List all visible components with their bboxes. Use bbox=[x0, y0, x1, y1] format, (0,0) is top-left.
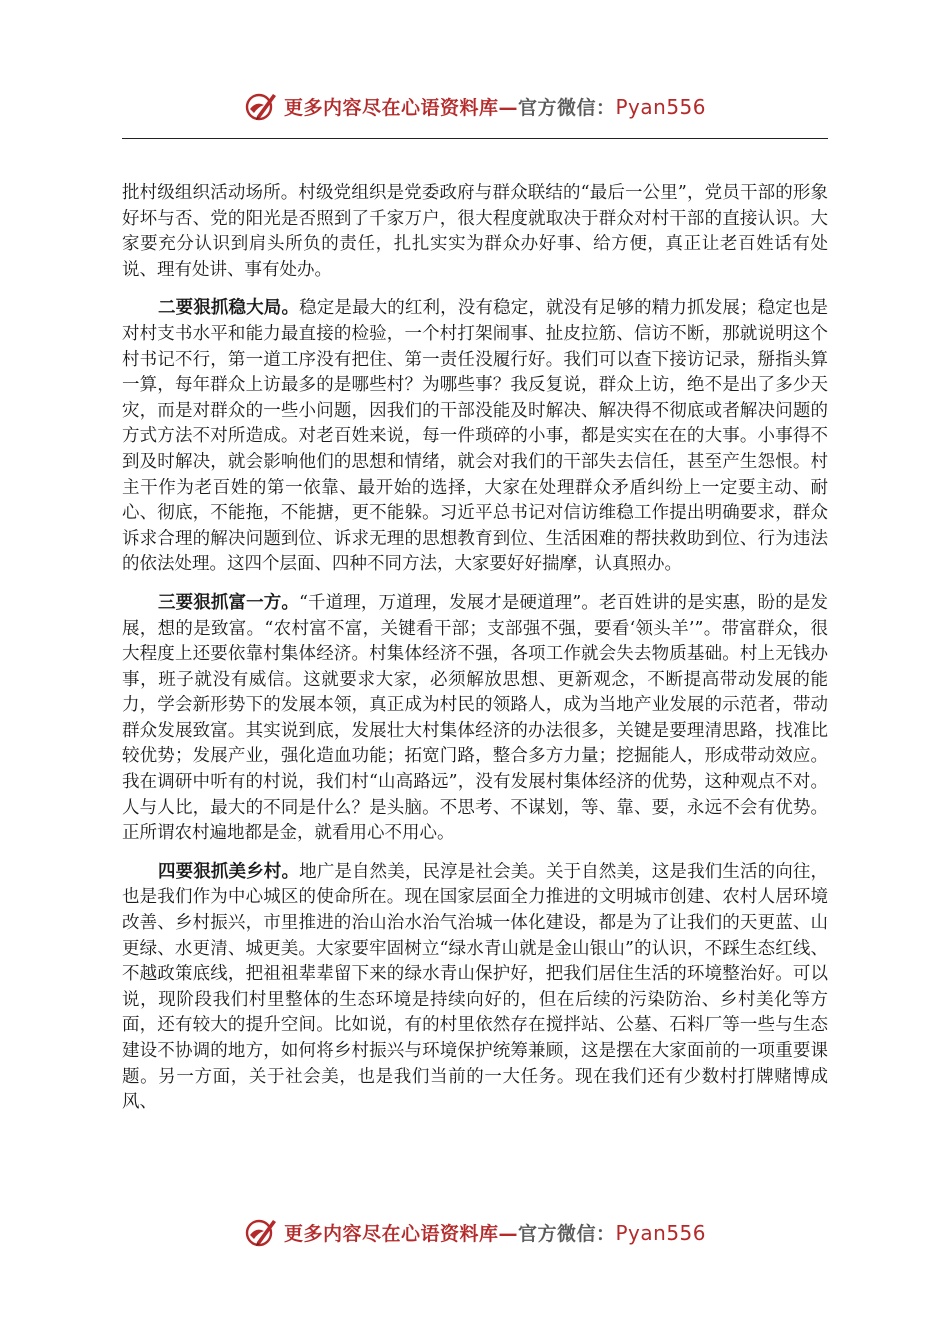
footer-watermark bbox=[0, 1212, 950, 1252]
footer-site-name: 更多内容尽在心语资料库 bbox=[283, 1222, 499, 1245]
pen-logo-icon bbox=[244, 1215, 278, 1249]
paragraph-4 bbox=[122, 860, 828, 1116]
header-site-name: 更多内容尽在心语资料库 bbox=[283, 96, 499, 119]
paragraph-3 bbox=[122, 591, 828, 847]
paragraph-4-text: 地广是自然美，民淳是社会美。关于自然美，这是我们生活的向往，也是我们作为中心城区的使命所在。现在国家层面全力推进的文明城市创建、农村人居环境改善、乡村振兴，市里推进的治山治水治气治城一体化建设，都是为了让我们的天更蓝、山更绿、水更清、城更美。大家要牢固树立“绿水青山就是金山银山”的认识，不踩生态红线、不越政策底线，把祖祖辈辈留下来的绿水青山保护好，把我们居住生活的环境整治好。可以说，现阶段我们村里整体的生态环境是持续向好的，但在后续的污染防治、乡村美化等方面，还有较大的提升空间。比如说，有的村里依然存在搅拌站、公墓、石料厂等一些与生态建设不协调的地方，如何将乡村振兴与环境保护统筹兼顾，这是摆在大家面前的一项重要课题。另一方面，关于社会美，也是我们当前的一大任务。现在我们还有少数村打牌赌博成风、 bbox=[122, 861, 829, 1113]
header-wechat-id: Pyan556 bbox=[615, 94, 707, 119]
header-watermark bbox=[0, 86, 950, 126]
paragraph-2 bbox=[122, 296, 828, 578]
header-divider bbox=[122, 138, 828, 139]
footer-watermark-text bbox=[284, 1219, 706, 1246]
paragraph-3-heading: 三要狠抓富一方。 bbox=[158, 592, 299, 613]
footer-wechat-id: Pyan556 bbox=[615, 1220, 707, 1245]
header-dash: — bbox=[498, 96, 518, 119]
paragraph-2-text: 稳定是最大的红利，没有稳定，就没有足够的精力抓发展；稳定也是对村支书水平和能力最直接的检验，一个村打架闹事、扯皮拉筋、信访不断，那就说明这个村书记不行，第一道工序没有把住、第一责任没履行好。我们可以查下接访记录，掰指头算一算，每年群众上访最多的是哪些村？为哪些事？我反复说，群众上访，绝不是出了多少天灾，而是对群众的一些小问题，因我们的干部没能及时解决、解决得不彻底或者解决问题的方式方法不对所造成。对老百姓来说，每一件琐碎的小事，都是实实在在的大事。小事得不到及时解决，就会影响他们的思想和情绪，就会对我们的干部失去信任，甚至产生怨恨。村主干作为老百姓的第一依靠、最开始的选择，大家在处理群众矛盾纠纷上一定要主动、耐心、彻底，不能拖，不能搪，更不能躲。习近平总书记对信访维稳工作提出明确要求，群众诉求合理的解决问题到位、诉求无理的思想教育到位、生活困难的帮扶救助到位、行为违法的依法处理。这四个层面、四种不同方法，大家要好好揣摩，认真照办。 bbox=[122, 298, 829, 575]
footer-official-label: 官方微信： bbox=[517, 1222, 616, 1245]
pen-logo-icon bbox=[244, 89, 278, 123]
paragraph-1 bbox=[122, 181, 828, 283]
paragraph-1-text: 批村级组织活动场所。村级党组织是党委政府与群众联结的“最后一公里”，党员干部的形象好坏与否、党的阳光是否照到了千家万户，很大程度就取决于群众对村干部的直接认识。大家要充分认识到肩头所负的责任，扎扎实实为群众办好事、给方便，真正让老百姓话有处说、理有处讲、事有处办。 bbox=[122, 183, 828, 280]
paragraph-4-heading: 四要狠抓美乡村。 bbox=[158, 861, 300, 882]
paragraph-3-text: “千道理，万道理，发展才是硬道理”。老百姓讲的是实惠，盼的是发展，想的是致富。“农村富不富，关键看干部；支部强不强，要看‘领头羊’”。带富群众，很大程度上还要依靠村集体经济。村集体经济不强，各项工作就会失去物质基础。村上无钱办事，班子就没有威信。这就要求大家，必须解放思想、更新观念，不断提高带动发展的能力，学会新形势下的发展本领，真正成为村民的领路人，成为当地产业发展的示范者，带动群众发展致富。其实说到底，发展壮大村集体经济的办法很多，关键是要理清思路，找准比较优势；发展产业，强化造血功能；拓宽门路，整合多方力量；挖掘能人，形成带动效应。我在调研中听有的村说，我们村“山高路远”，没有发展村集体经济的优势，这种观点不对。人与人比，最大的不同是什么？是头脑。不思考、不谋划，等、靠、要，永远不会有优势。正所谓农村遍地都是金，就看用心不用心。 bbox=[122, 592, 828, 844]
document-body bbox=[122, 181, 828, 1129]
header-watermark-text bbox=[284, 93, 706, 120]
header-official-label: 官方微信： bbox=[517, 96, 616, 119]
footer-dash: — bbox=[498, 1222, 518, 1245]
paragraph-2-heading: 二要狠抓稳大局。 bbox=[158, 298, 300, 319]
